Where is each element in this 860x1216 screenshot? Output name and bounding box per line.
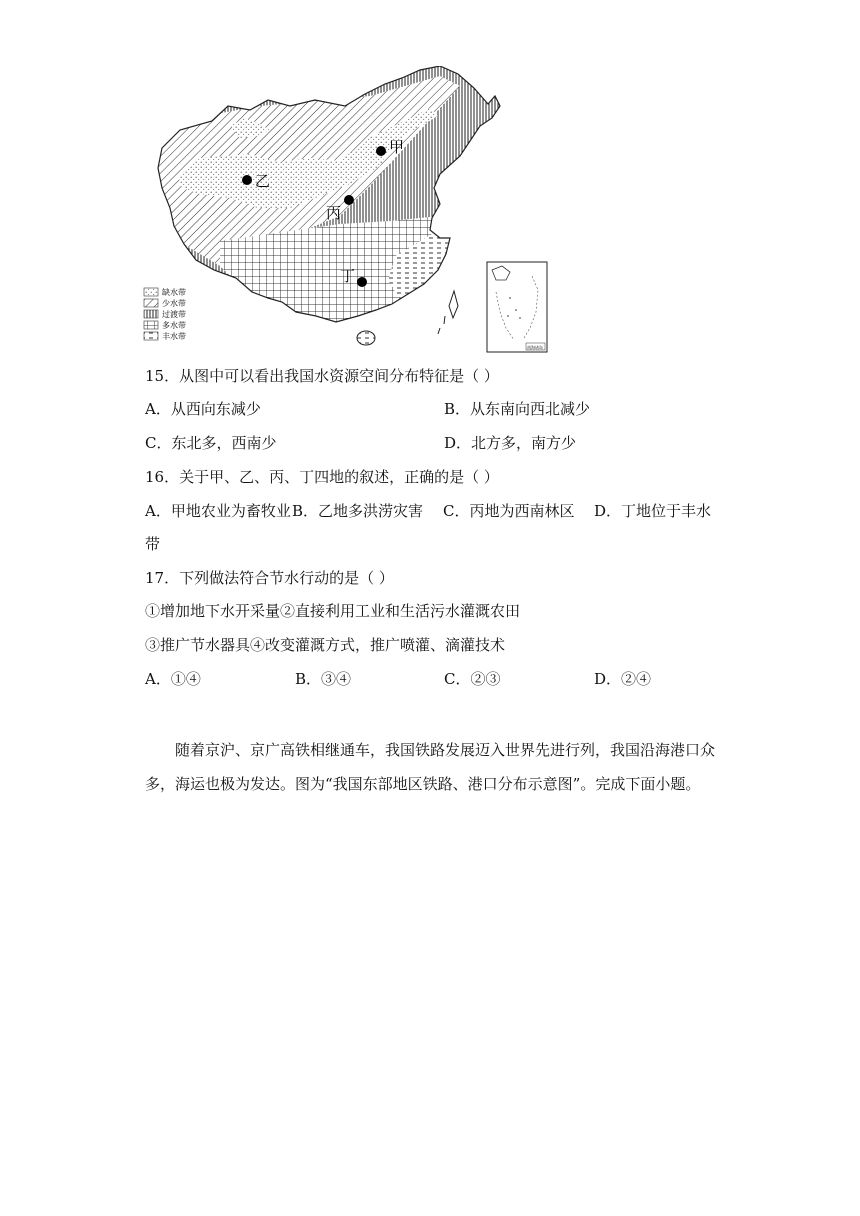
legend-label-1: 少水带: [162, 299, 186, 308]
passage-line-1-text: 随着京沪、京广高铁相继通车，我国铁路发展迈入世界先进行列，我国沿海港口众: [175, 741, 716, 759]
q17-option-c: C．②③: [444, 670, 501, 688]
inset-label: 南海诸岛: [527, 345, 543, 350]
q16-option-b: B．乙地多洪涝灾害: [292, 502, 424, 520]
water-resource-map: [140, 66, 560, 356]
place-label-bing: 丙: [326, 204, 342, 222]
place-marker-jia: [376, 146, 386, 156]
q16-option-c: C．丙地为西南林区: [443, 502, 575, 520]
q15-option-d: D．北方多，南方少: [444, 434, 577, 452]
place-marker-ding: [357, 277, 367, 287]
map-legend: [144, 287, 186, 341]
place-label-jia: 甲: [389, 138, 405, 156]
q17-option-d: D．②④: [594, 670, 652, 688]
q15-option-b: B．从东南向西北减少: [444, 400, 591, 418]
q17-statement-line-1: ①增加地下水开采量②直接利用工业和生活污水灌溉农田: [145, 602, 521, 620]
reading-passage: [145, 733, 715, 801]
passage-line-2: 多，海运也极为发达。图为“我国东部地区铁路、港口分布示意图”。完成下面小题。: [145, 775, 701, 793]
q16-stem: 16．关于甲、乙、丙、丁四地的叙述，正确的是（ ）: [145, 468, 499, 486]
q16-option-d: D．丁地位于丰水: [594, 502, 712, 520]
q16-option-d-continued: 带: [145, 535, 161, 553]
q15-option-a: A．从西向东减少: [145, 400, 261, 418]
south-sea-inset: [487, 262, 547, 352]
taiwan-island: [449, 291, 458, 318]
china-water-zones-svg: [140, 66, 560, 356]
q15-option-c: C．东北多，西南少: [145, 434, 277, 452]
q17-option-a: A．①④: [145, 670, 201, 688]
q17-statement-line-2: ③推广节水器具④改变灌溉方式，推广喷灌、滴灌技术: [145, 636, 506, 654]
legend-label-3: 多水带: [162, 321, 186, 330]
legend-label-0: 缺水带: [162, 288, 186, 297]
place-label-yi: 乙: [255, 172, 271, 190]
q17-stem: 17．下列做法符合节水行动的是（ ）: [145, 569, 394, 587]
legend-label-4: 丰水带: [162, 332, 186, 341]
q17-option-b: B．③④: [295, 670, 352, 688]
passage-line-1: [145, 733, 715, 767]
q16-option-a: A．甲地农业为畜牧业: [145, 502, 291, 520]
q15-stem: 15．从图中可以看出我国水资源空间分布特征是（ ）: [145, 367, 499, 385]
hainan-island: [357, 331, 375, 345]
place-marker-bing: [344, 195, 354, 205]
legend-label-2: 过渡带: [162, 310, 186, 319]
place-label-ding: 丁: [340, 267, 356, 285]
place-marker-yi: [242, 175, 252, 185]
